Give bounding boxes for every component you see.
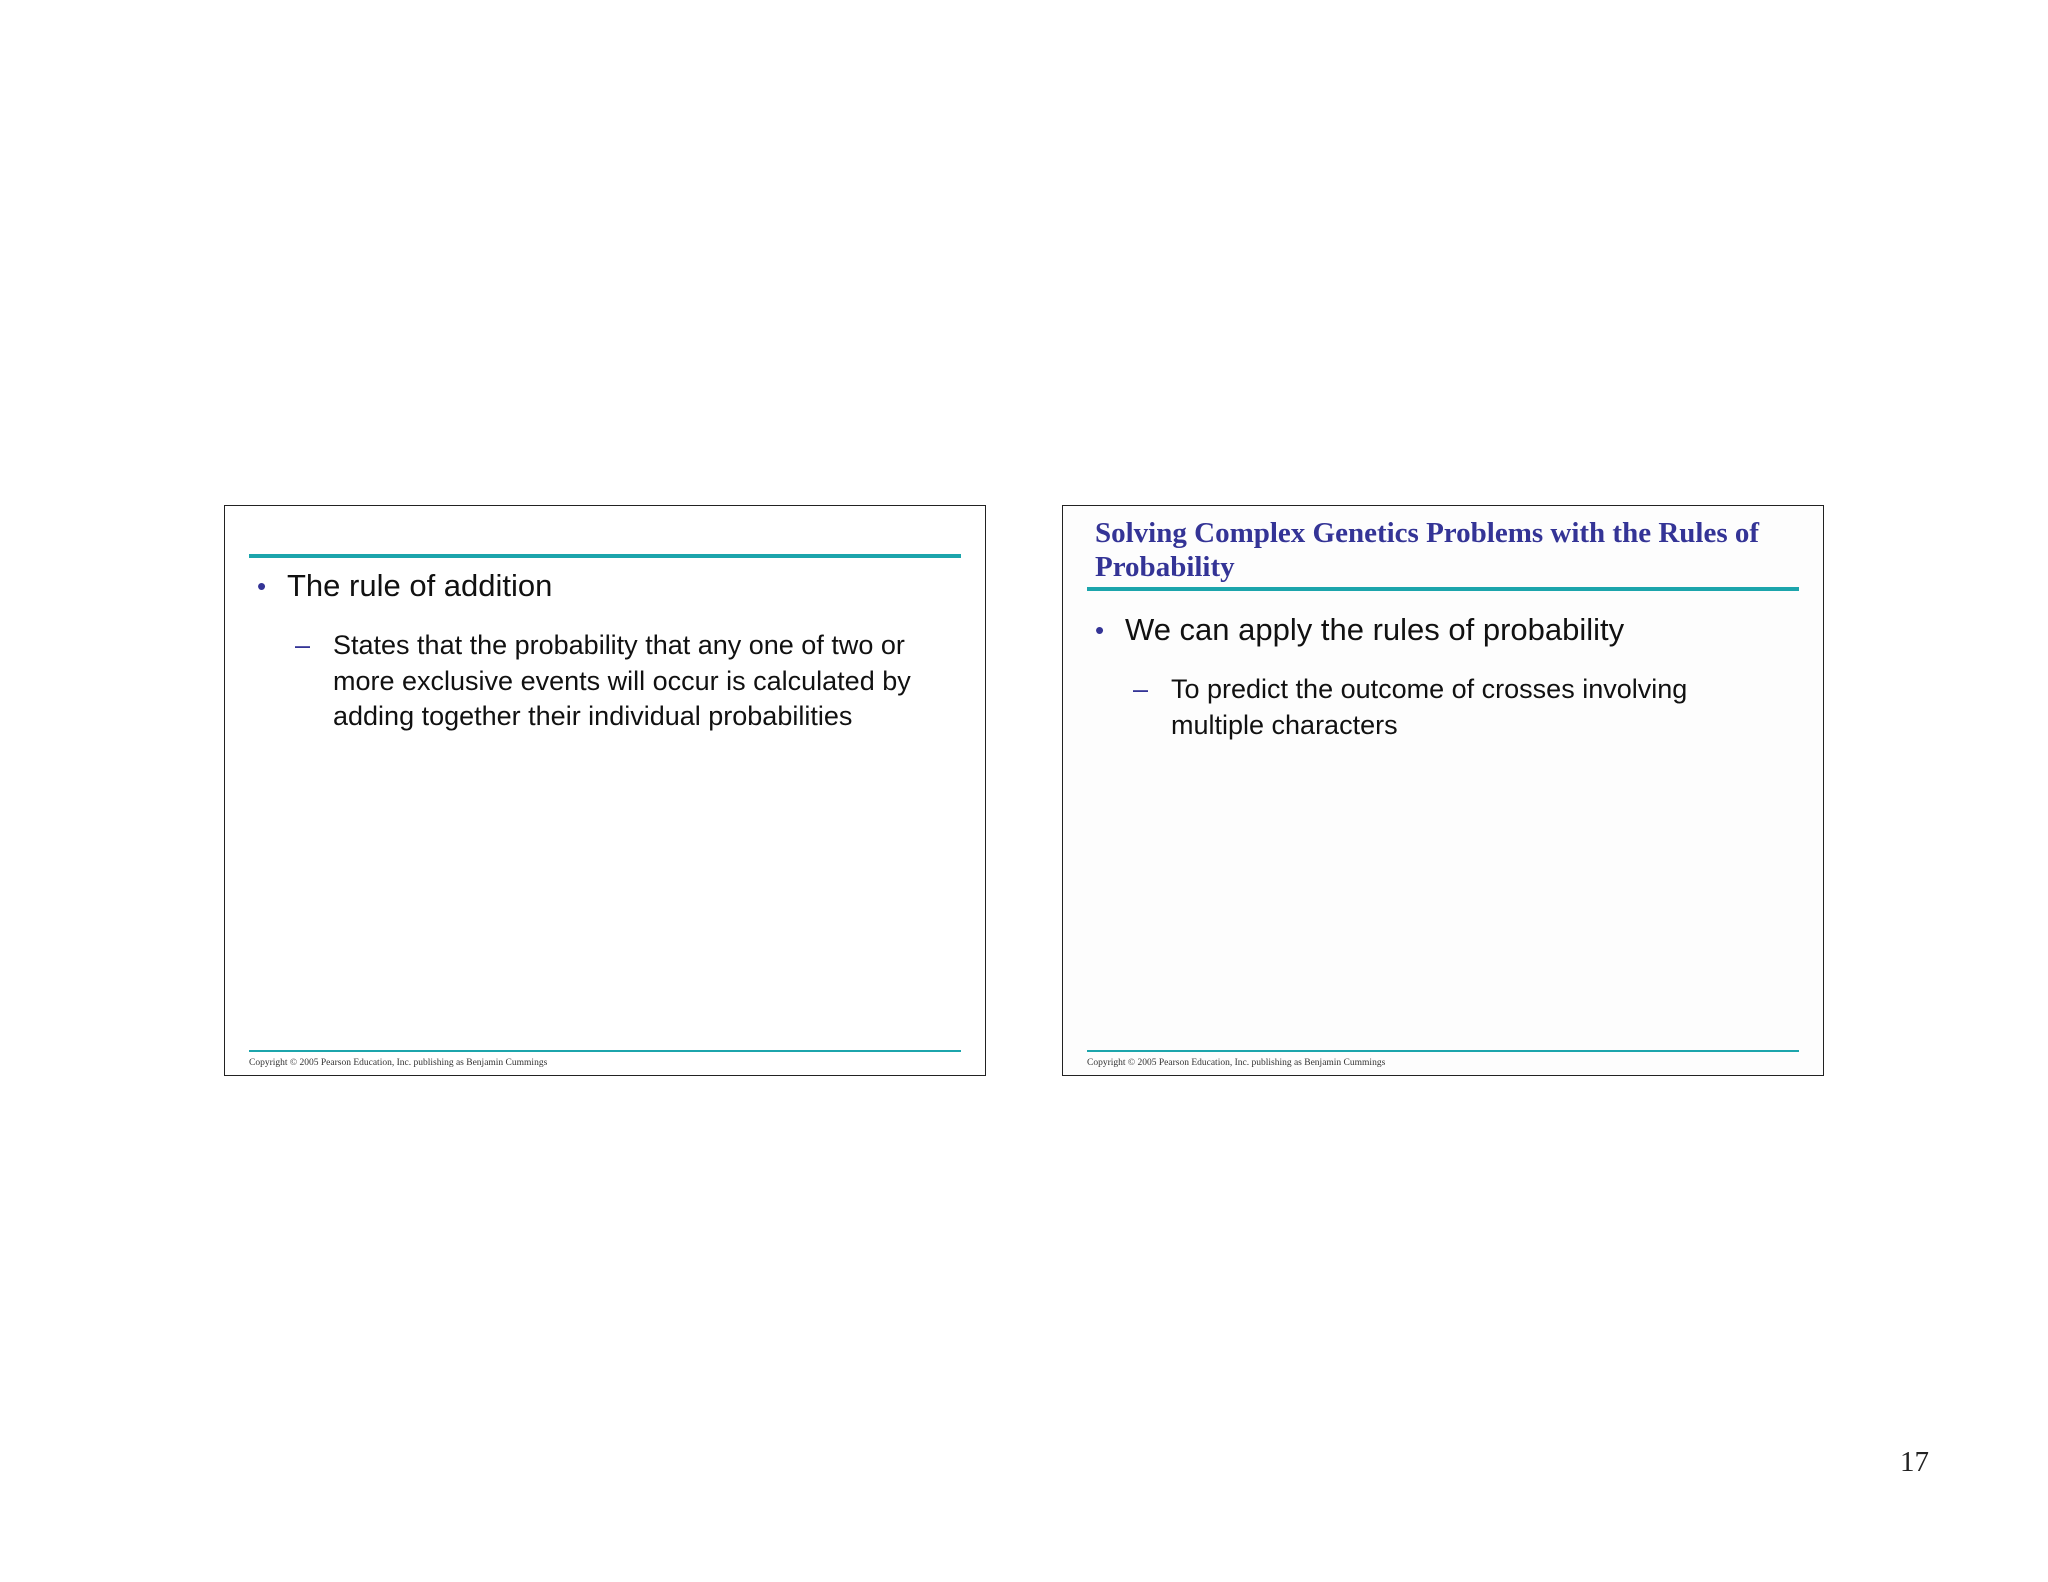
bullet-icon: • (257, 571, 267, 601)
sub-bullet-item (295, 628, 935, 735)
sub-bullet-text: States that the probability that any one of two or more exclusive events will occur is calculated by adding together their individual probabilities (333, 630, 911, 731)
sub-bullet-text: To predict the outcome of crosses involving multiple characters (1171, 674, 1688, 740)
sub-bullet-item (1133, 672, 1773, 743)
bullet-text: We can apply the rules of probability (1125, 612, 1625, 647)
title-underline (1087, 587, 1799, 591)
copyright-notice: Copyright © 2005 Pearson Education, Inc. publishing as Benjamin Cummings (1087, 1058, 1386, 1068)
bullet-item (257, 568, 961, 604)
page-number: 17 (1900, 1446, 1929, 1478)
slide-thumbnail-left (224, 505, 986, 1076)
slide-title: Solving Complex Genetics Problems with the Rules of Probability (1095, 517, 1760, 583)
bullet-text: The rule of addition (287, 568, 553, 603)
dash-icon: – (1133, 674, 1149, 704)
copyright-notice: Copyright © 2005 Pearson Education, Inc. publishing as Benjamin Cummings (249, 1058, 548, 1068)
bullet-item (1095, 612, 1799, 648)
slide-thumbnail-right (1062, 505, 1824, 1076)
footer-rule (1087, 1050, 1799, 1052)
title-underline (249, 554, 961, 558)
dash-icon: – (295, 630, 311, 660)
bullet-icon: • (1095, 615, 1105, 645)
footer-rule (249, 1050, 961, 1052)
